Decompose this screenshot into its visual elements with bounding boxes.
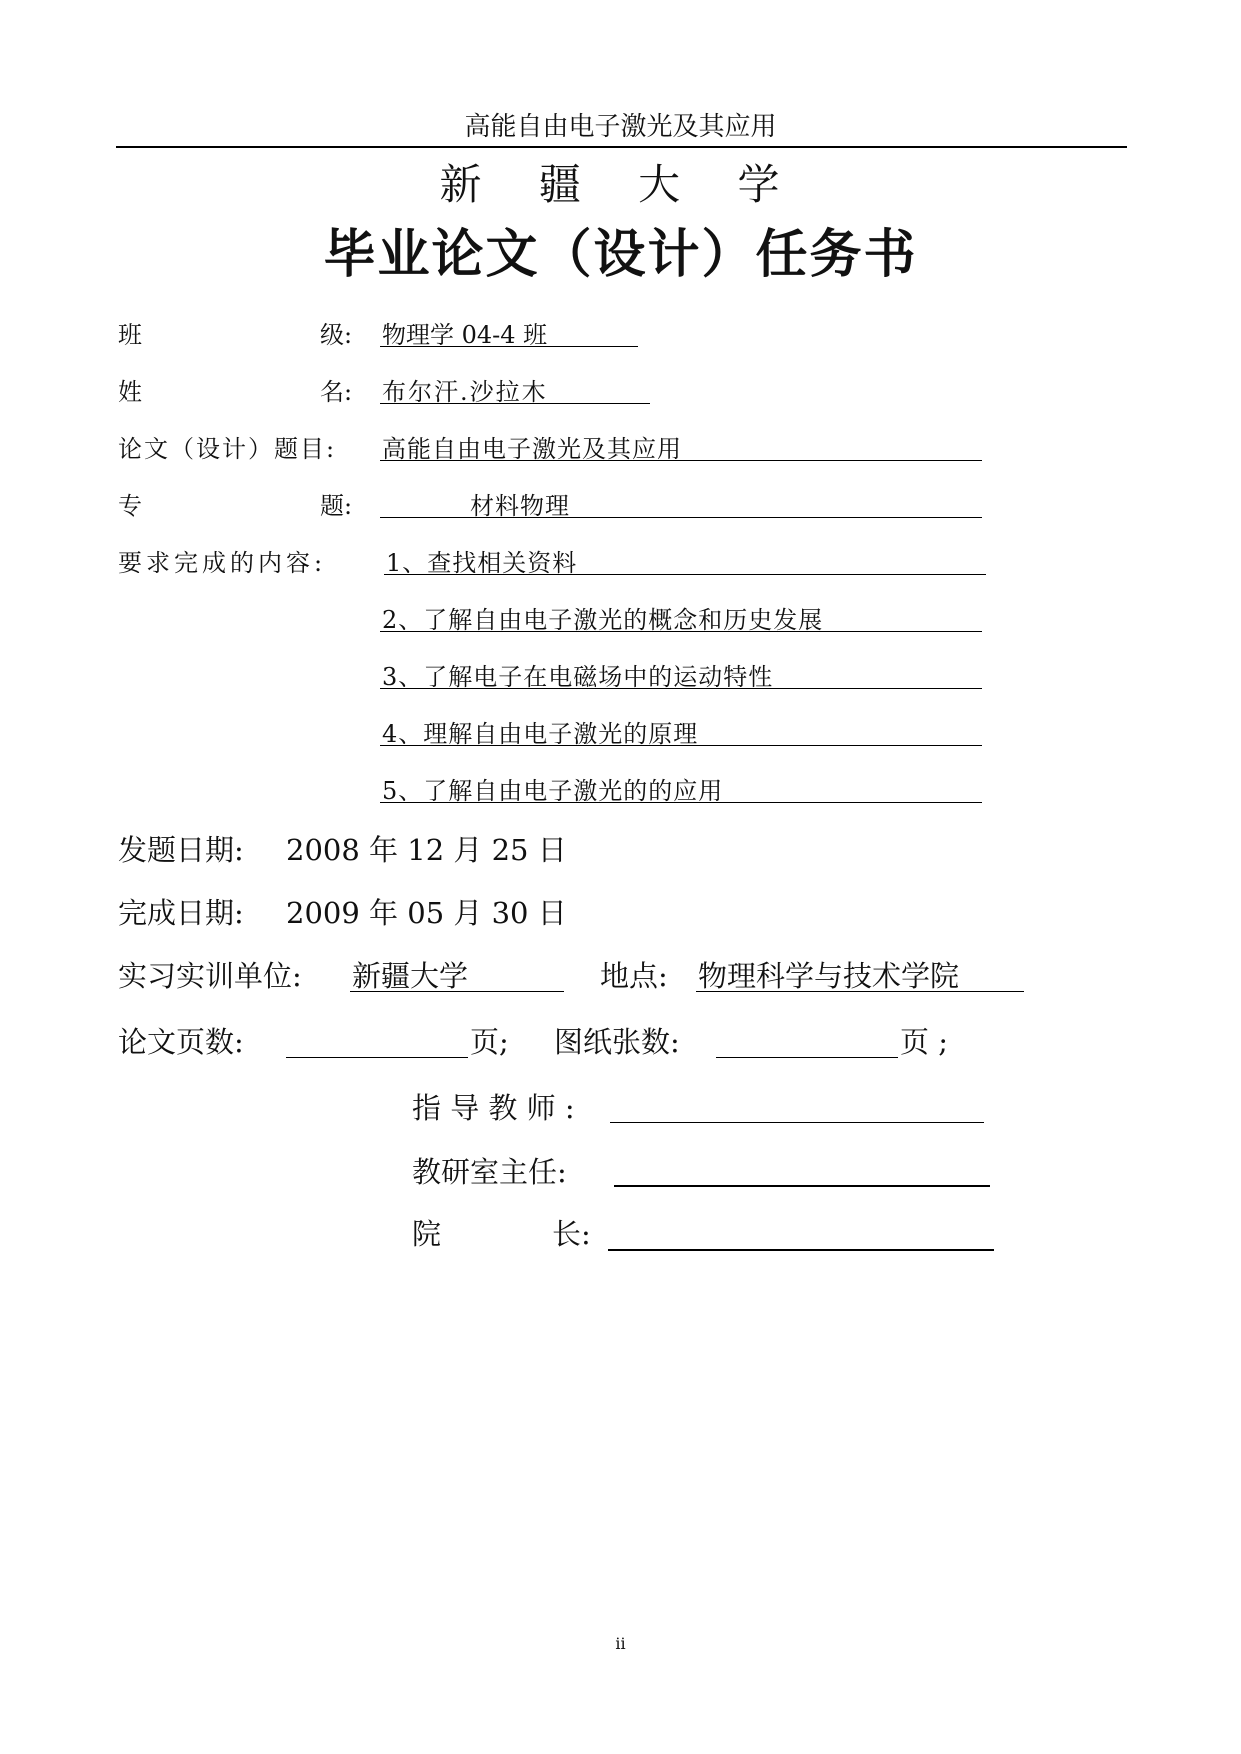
drawing-pages-blank [716, 1057, 898, 1058]
requirement-item: 3、了解电子在电磁场中的运动特性 [382, 663, 774, 691]
thesis-pages-label: 论文页数: [118, 1025, 244, 1059]
issue-date-label: 发题日期: [118, 833, 244, 867]
dean-signature-line [608, 1249, 994, 1251]
dean-label-a: 院 [412, 1217, 442, 1251]
issue-date-value: 2008 年 12 月 25 日 [286, 833, 567, 867]
requirements-label: 要求完成的内容: [118, 549, 327, 577]
requirement-item: 1、查找相关资料 [386, 549, 578, 577]
requirement-underline [380, 802, 982, 803]
dean-label-b: 长: [552, 1217, 591, 1251]
thesis-pages-blank [286, 1057, 468, 1058]
practice-unit-label: 实习实训单位: [118, 959, 302, 993]
class-label-b: 级: [320, 321, 353, 349]
practice-unit-value: 新疆大学 [352, 959, 469, 993]
requirement-underline [380, 745, 982, 746]
requirement-item: 5、了解自由电子激光的的应用 [382, 777, 724, 805]
class-value: 物理学 04-4 班 [382, 321, 548, 349]
location-label: 地点: [600, 959, 668, 993]
topic-label: 论文（设计）题目: [118, 435, 337, 463]
requirement-underline [380, 631, 982, 632]
topic-underline [380, 460, 982, 461]
special-label-b: 题: [320, 492, 353, 520]
special-value: 材料物理 [470, 492, 570, 520]
requirement-item: 4、理解自由电子激光的原理 [382, 720, 699, 748]
practice-unit-underline [350, 991, 564, 992]
office-head-signature-line [614, 1185, 990, 1187]
name-value: 布尔汗.沙拉木 [382, 378, 548, 406]
topic-value: 高能自由电子激光及其应用 [382, 435, 682, 463]
university-name: 新 疆 大 学 [439, 160, 802, 209]
thesis-pages-suffix: 页; [470, 1025, 509, 1059]
location-value: 物理科学与技术学院 [698, 959, 960, 993]
name-label-a: 姓 [118, 378, 142, 406]
document-title: 毕业论文（设计）任务书 [323, 224, 918, 285]
special-label-a: 专 [118, 492, 142, 520]
requirement-underline [384, 574, 986, 575]
drawing-pages-suffix: 页 ; [900, 1025, 948, 1059]
requirement-underline [380, 688, 982, 689]
advisor-label: 指 导 教 师 : [412, 1091, 575, 1125]
page-number: ii [615, 1634, 626, 1653]
completion-date-label: 完成日期: [118, 896, 244, 930]
header-divider [116, 146, 1127, 148]
class-label-a: 班 [118, 321, 142, 349]
special-underline [380, 517, 982, 518]
name-label-b: 名: [320, 378, 353, 406]
completion-date-value: 2009 年 05 月 30 日 [286, 896, 567, 930]
location-underline [696, 991, 1024, 992]
running-header: 高能自由电子激光及其应用 [464, 112, 777, 142]
class-underline [380, 346, 638, 347]
office-head-label: 教研室主任: [412, 1155, 567, 1189]
requirement-item: 2、了解自由电子激光的概念和历史发展 [382, 606, 824, 634]
name-underline [380, 403, 650, 404]
advisor-signature-line [610, 1122, 984, 1123]
drawing-pages-label: 图纸张数: [554, 1025, 680, 1059]
